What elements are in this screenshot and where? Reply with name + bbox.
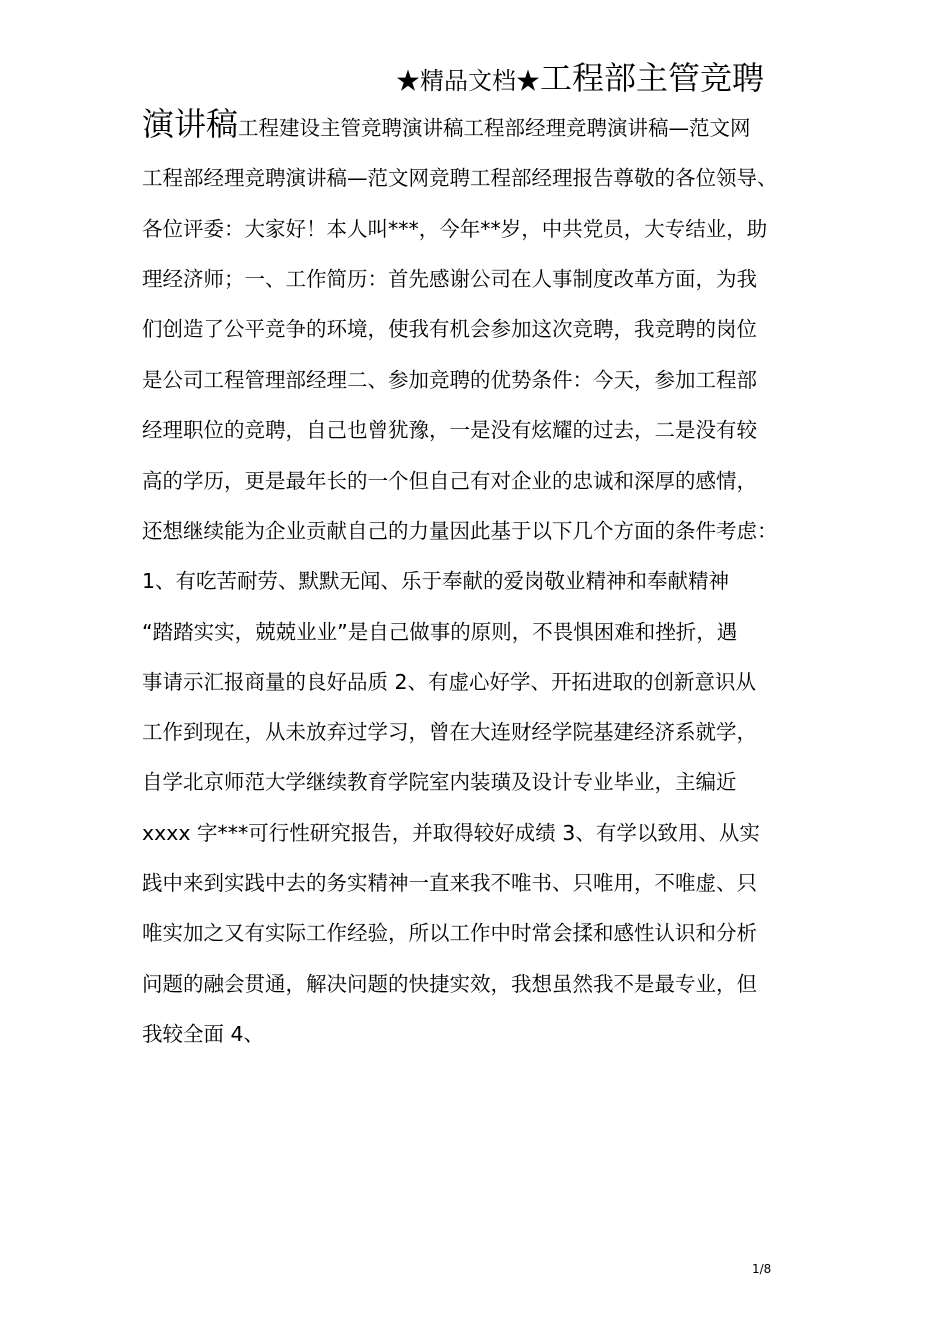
body-line: 们创造了公平竞争的环境，使我有机会参加这次竞聘，我竞聘的岗位 (142, 317, 757, 341)
body-line-title (142, 104, 751, 144)
body-line: 我较全面 4、 (142, 1022, 265, 1046)
document-title-part2: 演讲稿 (142, 105, 239, 143)
body-line: 唯实加之又有实际工作经验，所以工作中时常会揉和感性认识和分析 (142, 921, 757, 945)
body-line: 是公司工程管理部经理二、参加竞聘的优势条件：今天，参加工程部 (142, 368, 757, 392)
body-line: 事请示汇报商量的良好品质 2、有虚心好学、开拓进取的创新意识从 (142, 670, 757, 694)
body-line: 工作到现在，从未放弃过学习，曾在大连财经学院基建经济系就学， (142, 720, 757, 744)
body-line: 自学北京师范大学继续教育学院室内装璜及设计专业毕业，主编近 (142, 770, 737, 794)
page-number: 1/8 (752, 1262, 772, 1276)
document-title-part1: 工程部主管竞聘 (540, 59, 765, 97)
document-header (396, 56, 764, 106)
header-prefix: ★精品文档★ (396, 67, 540, 95)
body-line: 理经济师；一、工作简历：首先感谢公司在人事制度改革方面，为我 (142, 267, 757, 291)
body-line: 问题的融会贯通，解决问题的快捷实效，我想虽然我不是最专业，但 (142, 972, 757, 996)
body-line: 践中来到实践中去的务实精神一直来我不唯书、只唯用，不唯虚、只 (142, 871, 757, 895)
body-line: 各位评委：大家好！本人叫***，今年**岁，中共党员，大专结业，助 (142, 217, 768, 241)
body-line: 经理职位的竞聘，自己也曾犹豫，一是没有炫耀的过去，二是没有较 (142, 418, 757, 442)
body-line: 1、有吃苦耐劳、默默无闻、乐于奉献的爱岗敬业精神和奉献精神 (142, 569, 730, 593)
body-line: 高的学历，更是最年长的一个但自己有对企业的忠诚和深厚的感情， (142, 469, 757, 493)
body-line: xxxx 字***可行性研究报告，并取得较好成绩 3、有学以致用、从实 (142, 821, 760, 845)
body-line: “踏踏实实，兢兢业业”是自己做事的原则，不畏惧困难和挫折，遇 (142, 620, 738, 644)
body-line-1-text: 工程建设主管竞聘演讲稿工程部经理竞聘演讲稿—范文网 (238, 116, 751, 140)
body-line: 还想继续能为企业贡献自己的力量因此基于以下几个方面的条件考虑： (142, 519, 778, 543)
body-line: 工程部经理竞聘演讲稿—范文网竞聘工程部经理报告尊敬的各位领导、 (142, 166, 778, 190)
